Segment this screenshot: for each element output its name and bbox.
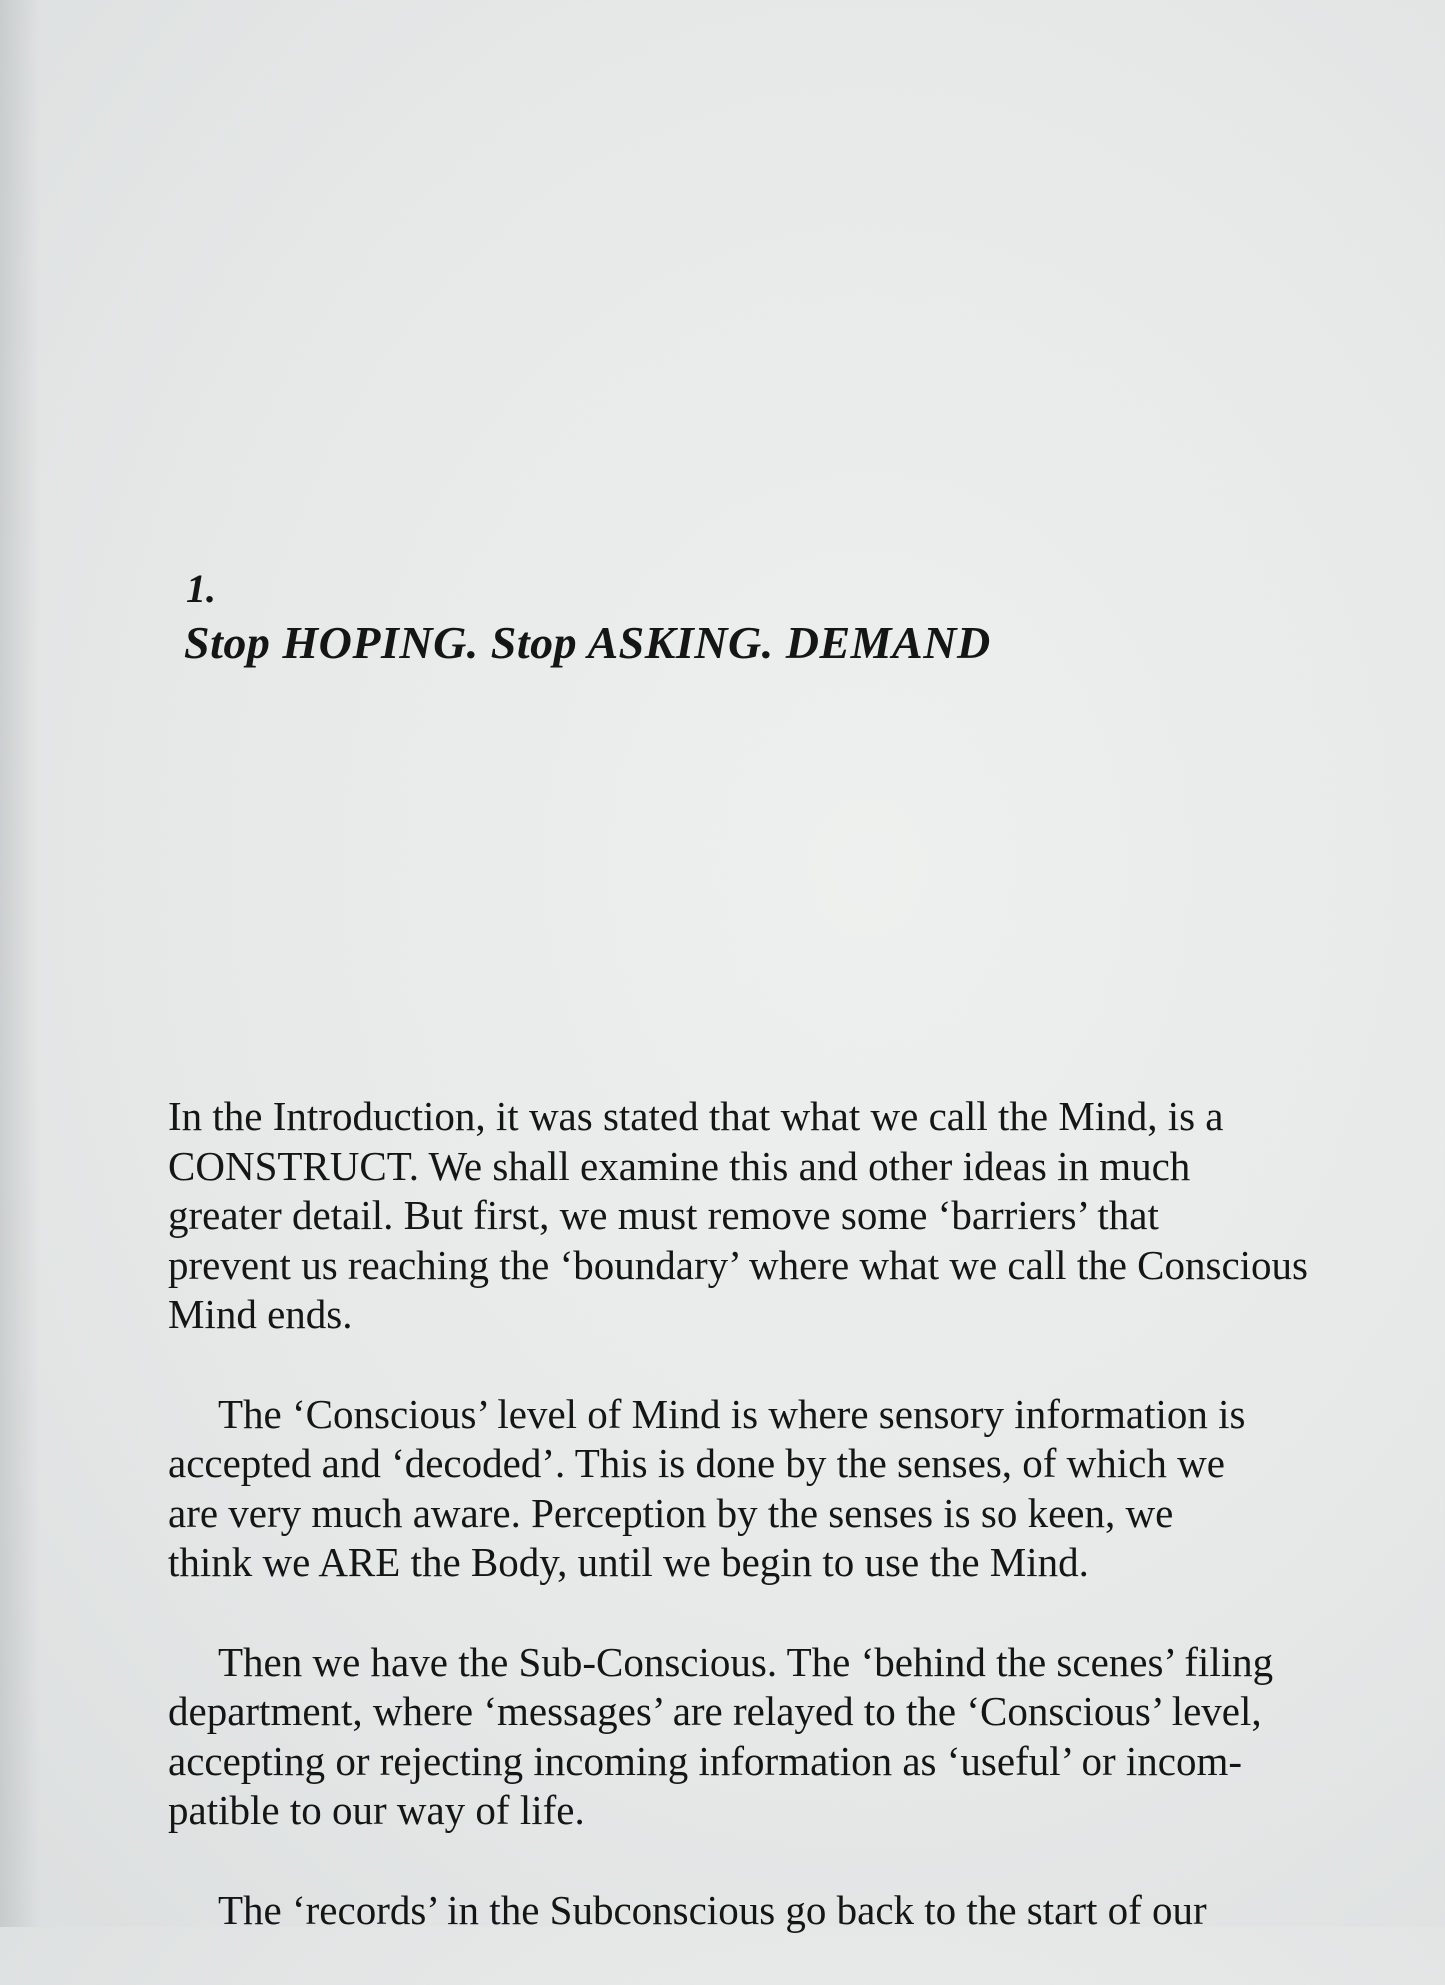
text-line: Mind ends.	[168, 1291, 353, 1337]
text-line: accepting or rejecting incoming information as ‘useful’ or incom-	[168, 1737, 1242, 1784]
body-text	[168, 1092, 1445, 1985]
paragraph-4	[168, 1886, 1445, 1936]
paragraph-2	[168, 1390, 1445, 1588]
text-line: prevent us reaching the ‘boundary’ where what we call the Conscious	[168, 1241, 1309, 1288]
text-line: In the Introduction, it was stated that what we call the Mind, is a	[168, 1093, 1224, 1139]
text-line: greater detail. But first, we must remove some ‘barriers’ that	[168, 1192, 1159, 1238]
text-line: Then we have the Sub-Conscious. The ‘behind the scenes’ filing	[218, 1638, 1274, 1685]
text-line: accepted and ‘decoded’. This is done by the senses, of which we	[168, 1440, 1225, 1486]
chapter-title: Stop HOPING. Stop ASKING. DEMAND	[184, 617, 991, 668]
page-edge-shadow	[0, 0, 40, 1927]
text-line: The ‘records’ in the Subconscious go back to the start of our	[218, 1886, 1207, 1933]
text-line: think we ARE the Body, until we begin to use the Mind.	[168, 1539, 1089, 1585]
text-line: are very much aware. Perception by the senses is so keen, we	[168, 1489, 1174, 1536]
text-line: department, where ‘messages’ are relayed to the ‘Conscious’ level,	[168, 1688, 1262, 1734]
paragraph-1	[168, 1092, 1445, 1340]
text-line: patible to our way of life.	[168, 1787, 585, 1833]
text-line: The ‘Conscious’ level of Mind is where sensory information is	[218, 1390, 1246, 1437]
chapter-number: 1.	[186, 566, 216, 611]
paragraph-3	[168, 1638, 1445, 1836]
text-line: CONSTRUCT. We shall examine this and other ideas in much	[168, 1142, 1191, 1189]
